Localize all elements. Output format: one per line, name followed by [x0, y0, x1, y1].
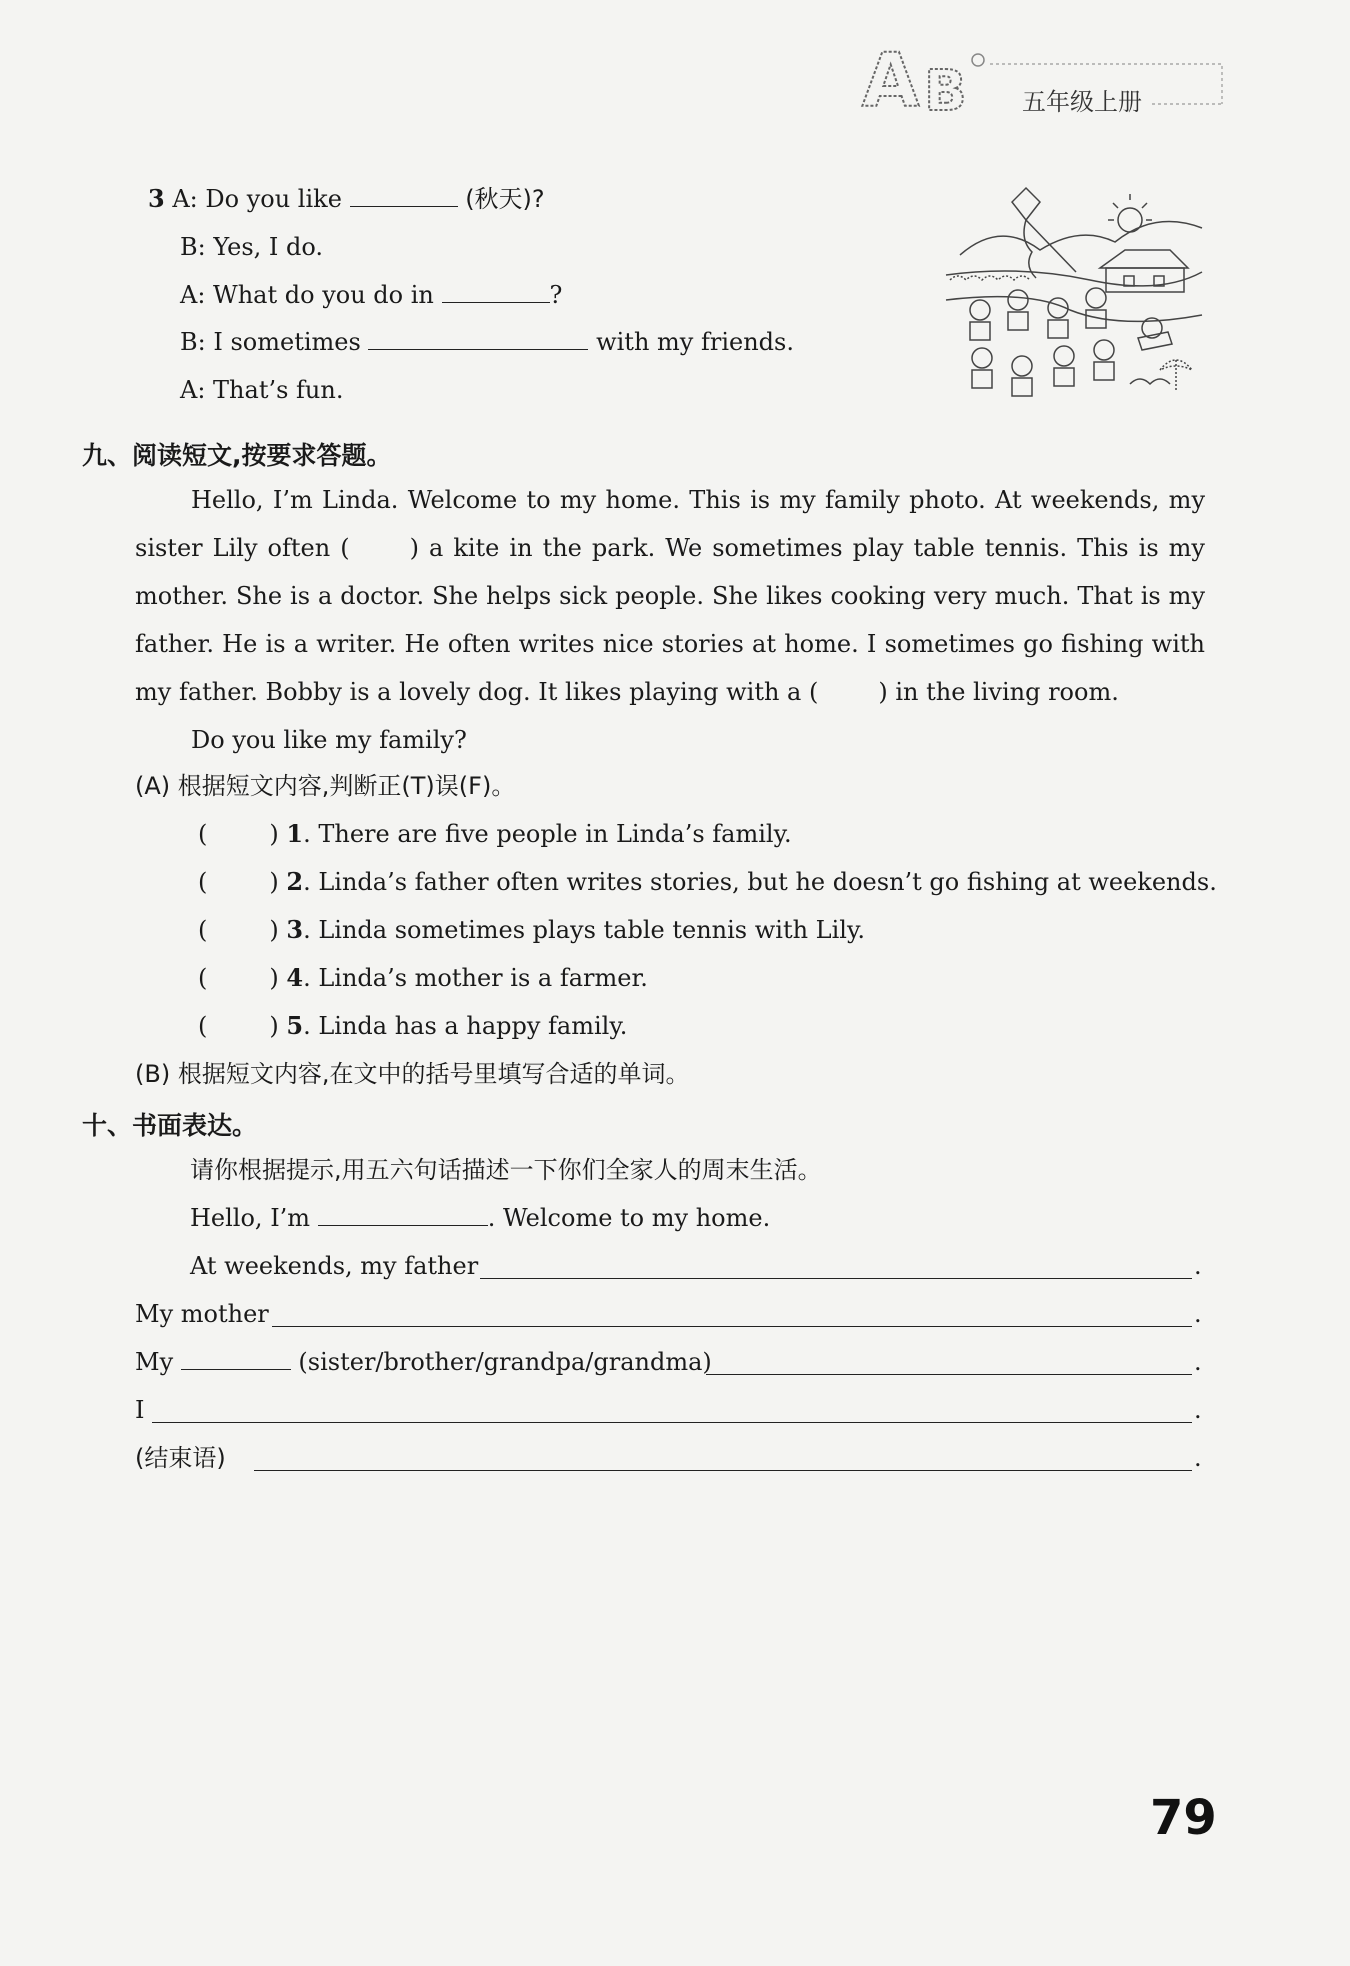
family-member-writing-blank[interactable]	[706, 1374, 1192, 1375]
exercise-number: 3	[148, 184, 165, 213]
passage-paragraph-1: Hello, I’m Linda. Welcome to my home. This is my family photo. At weekends, my sister Lily often ( ) a kite in the park. We sometimes play table tennis. This is my mother. She is a doctor. She helps sick people. She likes cooking very much. That is my father. He is a writer. He often writes nice stories at home. I sometimes go fishing with my father. Bobby is a lovely dog. It likes playing with a ( ) in the living room.	[135, 486, 1205, 706]
section-10-title: 十、书面表达。	[82, 1111, 258, 1140]
sun-icon	[1118, 208, 1142, 232]
dialogue-line-5: A: That’s fun.	[180, 376, 344, 404]
svg-text:A: A	[862, 38, 920, 118]
dialogue-line-3: A: What do you do in ?	[180, 281, 563, 309]
tf-item-3: ( ) 3. Linda sometimes plays table tennis with Lily.	[198, 915, 865, 944]
mother-writing-blank[interactable]	[272, 1326, 1192, 1327]
closing-writing-blank[interactable]	[254, 1470, 1192, 1471]
dialogue-line-1: 3 A: Do you like (秋天)?	[148, 184, 545, 213]
activity-answer-blank[interactable]	[368, 327, 588, 350]
workbook-page: A B 五年级上册 3 A: Do you like (秋天)? B: Yes, I do. A: What do you do in ? B: I sometimes with my friends. A: That’s fun. 九、阅读短文,按要求答题。 Hello, I’m Linda. Welcome to my home. This is my family photo. At weekends, my sister Lily often ( ) a kite in the park. We sometimes play table tennis. This is my mother. She is a doctor. She helps sick people. She likes cooking very much. That is my father. He is a writer. He often writes nice stories at home. I sometimes go fishing with my father. Bobby is a lovely dog. It likes playing with a ( ) in the living room. Do you like my family? (A) 根据短文内容,判断正(T)误(F)。 ( ) 1. There are five people in Linda’s family. ( ) 2. Linda’s father often writes stories, but he doesn’t go fishing at weekends. ( ) 3. Linda sometimes plays table tennis with Lily. ( ) 4. Linda’s mother is a farmer. ( ) 5. Linda has a happy family. (B) 根据短文内容,在文中的括号里填写合适的单词。 十、书面表达。 请你根据提示,用五六句话描述一下你们全家人的周末生活。 Hello, I’m . Welcome to my home. At weekends, my father . My mother . My (sister/brother/grandpa/grandma) . I . (结束语) . 79	[0, 0, 1350, 1966]
writing-line-2-label: At weekends, my father	[190, 1252, 479, 1280]
tf-item-5: ( ) 5. Linda has a happy family.	[198, 1011, 628, 1040]
father-writing-blank[interactable]	[480, 1278, 1192, 1279]
dialogue-line-4: B: I sometimes with my friends.	[180, 328, 794, 356]
writing-line-5-label: I	[135, 1396, 145, 1424]
dialogue-line-2: B: Yes, I do.	[180, 233, 324, 261]
part-a-instruction: (A) 根据短文内容,判断正(T)误(F)。	[135, 772, 516, 800]
family-member-blank[interactable]	[181, 1347, 291, 1370]
page-number: 79	[1150, 1790, 1217, 1846]
header-dotted-frame	[990, 58, 1226, 108]
autumn-answer-blank[interactable]	[350, 184, 458, 207]
self-writing-blank[interactable]	[152, 1422, 1192, 1423]
writing-line-4: My (sister/brother/grandpa/grandma)	[135, 1348, 712, 1376]
writing-line-3-label: My mother	[135, 1300, 269, 1328]
tf-item-1: ( ) 1. There are five people in Linda’s family.	[198, 819, 792, 848]
section-9-title: 九、阅读短文,按要求答题。	[82, 441, 392, 470]
kite-icon	[1012, 188, 1040, 220]
tf-item-2: ( ) 2. Linda’s father often writes stories, but he doesn’t go fishing at weekends.	[198, 867, 1217, 896]
writing-line-1: Hello, I’m . Welcome to my home.	[190, 1204, 771, 1232]
tf-item-4: ( ) 4. Linda’s mother is a farmer.	[198, 963, 648, 992]
name-blank[interactable]	[318, 1203, 488, 1226]
kite-flying-illustration	[940, 180, 1210, 405]
writing-line-6-label: (结束语)	[135, 1444, 226, 1472]
reading-passage	[135, 476, 1205, 764]
writing-instruction: 请你根据提示,用五六句话描述一下你们全家人的周末生活。	[190, 1156, 822, 1184]
season-answer-blank[interactable]	[442, 280, 550, 303]
part-b-instruction: (B) 根据短文内容,在文中的括号里填写合适的单词。	[135, 1060, 690, 1088]
passage-paragraph-2: Do you like my family?	[191, 726, 467, 754]
svg-text:B: B	[924, 59, 967, 118]
book-level-title: 五年级上册	[1022, 88, 1142, 116]
series-logo-icon	[860, 38, 990, 118]
